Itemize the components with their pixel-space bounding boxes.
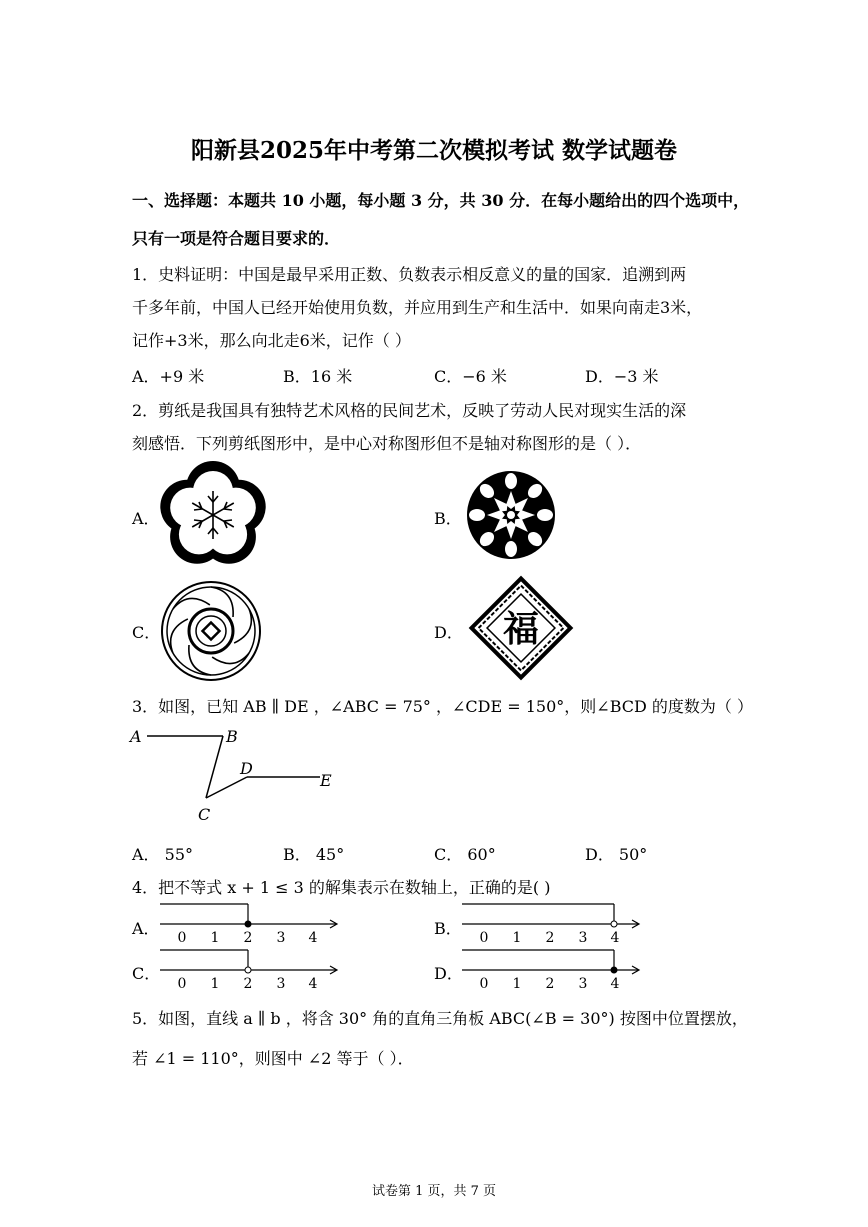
q3-option-a[interactable]: A． 55° bbox=[132, 845, 194, 864]
number-line-c[interactable] bbox=[160, 946, 344, 992]
tick-label: 4 bbox=[308, 976, 318, 992]
number-line-b[interactable] bbox=[462, 900, 646, 946]
q1-option-d[interactable]: D．−3 米 bbox=[585, 367, 659, 386]
q1-option-c[interactable]: C．−6 米 bbox=[434, 367, 507, 386]
flower-papercut-image[interactable] bbox=[460, 464, 562, 566]
q2-option-b-label[interactable]: B． bbox=[434, 509, 462, 528]
q4-option-a-label[interactable]: A． bbox=[132, 919, 160, 938]
tick-label: 2 bbox=[243, 976, 253, 992]
tick-label: 3 bbox=[578, 930, 588, 946]
q2-option-d-label[interactable]: D． bbox=[434, 623, 463, 642]
tick-label: 3 bbox=[578, 976, 588, 992]
point-label-b: B bbox=[226, 727, 238, 746]
plum-blossom-snowflake-image[interactable] bbox=[160, 462, 266, 568]
section-header-line1: 一、选择题：本题共 10 小题，每小题 3 分，共 30 分．在每小题给出的四个选项中， bbox=[132, 191, 750, 210]
number-line-a[interactable] bbox=[160, 900, 344, 946]
tick-label: 4 bbox=[610, 930, 620, 946]
q3-option-b[interactable]: B． 45° bbox=[283, 845, 345, 864]
q4-option-d-label[interactable]: D． bbox=[434, 964, 463, 983]
tick-label: 0 bbox=[479, 976, 489, 992]
q2-line1: 2．剪纸是我国具有独特艺术风格的民间艺术，反映了劳动人民对现实生活的深 bbox=[132, 401, 687, 420]
page-title: 阳新县2025年中考第二次模拟考试 数学试题卷 bbox=[190, 137, 678, 164]
q5-line2: 若 ∠1 = 110°，则图中 ∠2 等于（ ）． bbox=[132, 1049, 414, 1068]
point-label-a: A bbox=[130, 727, 142, 746]
q4-option-b-label[interactable]: B． bbox=[434, 919, 462, 938]
point-label-e: E bbox=[320, 771, 332, 790]
tick-label: 1 bbox=[512, 976, 522, 992]
q2-option-c-label[interactable]: C． bbox=[132, 623, 161, 642]
tick-label: 1 bbox=[210, 930, 220, 946]
q3-figure-diagram bbox=[130, 726, 350, 826]
q2-line2: 刻感悟．下列剪纸图形中，是中心对称图形但不是轴对称图形的是（ ）． bbox=[132, 434, 642, 453]
tick-label: 4 bbox=[610, 976, 620, 992]
tick-label: 1 bbox=[512, 930, 522, 946]
tick-label: 3 bbox=[276, 930, 286, 946]
fu-character: 福 bbox=[502, 609, 540, 650]
q1-line1: 1．史料证明：中国是最早采用正数、负数表示相反意义的量的国家．追溯到两 bbox=[132, 265, 687, 284]
q3-option-c[interactable]: C． 60° bbox=[434, 845, 496, 864]
q3-text: 3．如图，已知 AB ∥ DE ，∠ABC = 75° ，∠CDE = 150°，则∠BCD 的度数为（ ） bbox=[132, 697, 753, 716]
tick-label: 0 bbox=[479, 930, 489, 946]
tick-label: 2 bbox=[545, 976, 555, 992]
tick-label: 3 bbox=[276, 976, 286, 992]
tick-label: 0 bbox=[177, 930, 187, 946]
tick-label: 1 bbox=[210, 976, 220, 992]
coin-pattern-image[interactable] bbox=[160, 580, 262, 682]
tick-label: 4 bbox=[308, 930, 318, 946]
q4-text: 4．把不等式 x + 1 ≤ 3 的解集表示在数轴上，正确的是( ) bbox=[132, 878, 551, 897]
q1-option-a[interactable]: A．+9 米 bbox=[132, 367, 205, 386]
point-label-d: D bbox=[240, 759, 253, 778]
q4-option-c-label[interactable]: C． bbox=[132, 964, 161, 983]
fu-character-papercut-image[interactable] bbox=[468, 575, 574, 681]
point-label-c: C bbox=[198, 805, 211, 824]
q3-option-d[interactable]: D． 50° bbox=[585, 845, 648, 864]
q1-line2: 千多年前，中国人已经开始使用负数，并应用到生产和生活中．如果向南走3米， bbox=[132, 298, 703, 317]
q1-line3: 记作+3米，那么向北走6米，记作（ ） bbox=[132, 331, 411, 350]
page-footer: 试卷第 1 页，共 7 页 bbox=[371, 1184, 497, 1199]
q2-option-a-label[interactable]: A． bbox=[132, 509, 160, 528]
tick-label: 2 bbox=[243, 930, 253, 946]
q5-line1: 5．如图，直线 a ∥ b ，将含 30° 角的直角三角板 ABC(∠B = 30°) 按图中位置摆放， bbox=[132, 1009, 748, 1028]
section-header-line2: 只有一项是符合题目要求的． bbox=[132, 229, 341, 248]
number-line-d[interactable] bbox=[462, 946, 646, 992]
q1-option-b[interactable]: B．16 米 bbox=[283, 367, 353, 386]
tick-label: 2 bbox=[545, 930, 555, 946]
tick-label: 0 bbox=[177, 976, 187, 992]
